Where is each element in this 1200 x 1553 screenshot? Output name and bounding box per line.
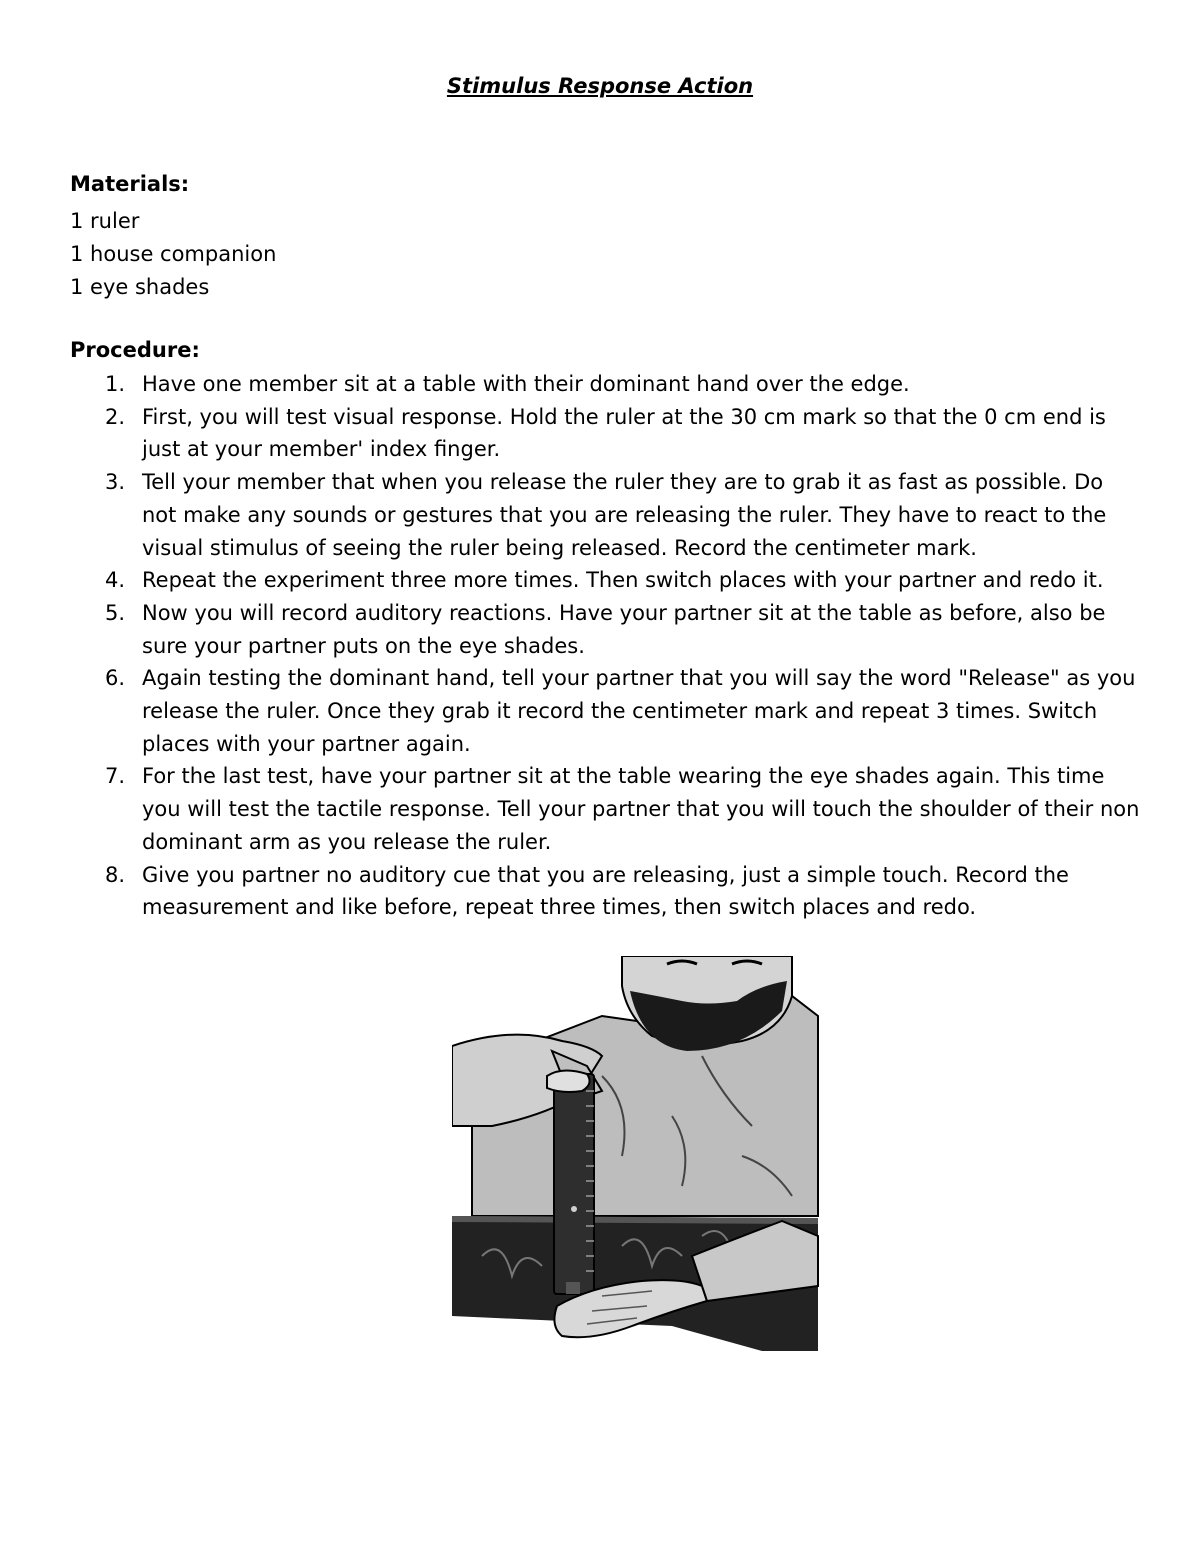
step-number: 6. xyxy=(105,666,126,691)
procedure-step xyxy=(70,564,1140,597)
step-text: Have one member sit at a table with their dominant hand over the edge. xyxy=(142,372,910,396)
step-text: Now you will record auditory reactions. Have your partner sit at the table as before, also be sure your partner puts on the eye shades. xyxy=(142,600,1106,658)
step-number: 2. xyxy=(105,404,126,429)
materials-list xyxy=(70,205,276,304)
materials-item: 1 house companion xyxy=(70,242,277,266)
procedure-list xyxy=(70,368,1140,924)
step-text: Tell your member that when you release the ruler they are to grab it as fast as possible. Do not make any sounds or gestures that you are releasing the ruler. They have to react to the visual stimulus of seeing the ruler being released. Record the centimeter mark. xyxy=(142,470,1107,560)
procedure-step xyxy=(70,401,1140,466)
step-number: 5. xyxy=(105,600,126,625)
procedure-step xyxy=(70,466,1140,564)
step-text: Give you partner no auditory cue that you are releasing, just a simple touch. Record the measurement and like before, repeat three times, then switch places and redo. xyxy=(142,862,1069,920)
step-number: 8. xyxy=(105,862,126,887)
procedure-heading: Procedure: xyxy=(70,338,200,362)
step-text: Repeat the experiment three more times. Then switch places with your partner and redo it. xyxy=(142,568,1104,593)
ruler-drop-illustration xyxy=(452,956,820,1356)
page-title: Stimulus Response Action xyxy=(446,74,754,98)
step-text: Again testing the dominant hand, tell your partner that you will say the word "Release" as you release the ruler. Once they grab it record the centimeter mark and repeat 3 times. Switch places with your partner again. xyxy=(142,666,1136,756)
step-number: 4. xyxy=(105,568,126,593)
procedure-step xyxy=(70,859,1140,924)
step-number: 1. xyxy=(105,372,126,396)
materials-item: 1 eye shades xyxy=(70,275,210,299)
procedure-step xyxy=(70,760,1140,858)
step-text: For the last test, have your partner sit at the table wearing the eye shades again. This time you will test the tactile response. Tell your partner that you will touch the shoulder of their non dominant arm as you release the ruler. xyxy=(142,764,1140,854)
step-text: First, you will test visual response. Hold the ruler at the 30 cm mark so that the 0 cm end is just at your member' index finger. xyxy=(142,404,1106,462)
step-number: 3. xyxy=(105,470,126,495)
procedure-step xyxy=(70,368,1140,401)
materials-heading: Materials: xyxy=(70,172,190,196)
procedure-step xyxy=(70,597,1140,662)
materials-item: 1 ruler xyxy=(70,209,140,233)
step-number: 7. xyxy=(105,764,126,789)
procedure-step xyxy=(70,662,1140,760)
